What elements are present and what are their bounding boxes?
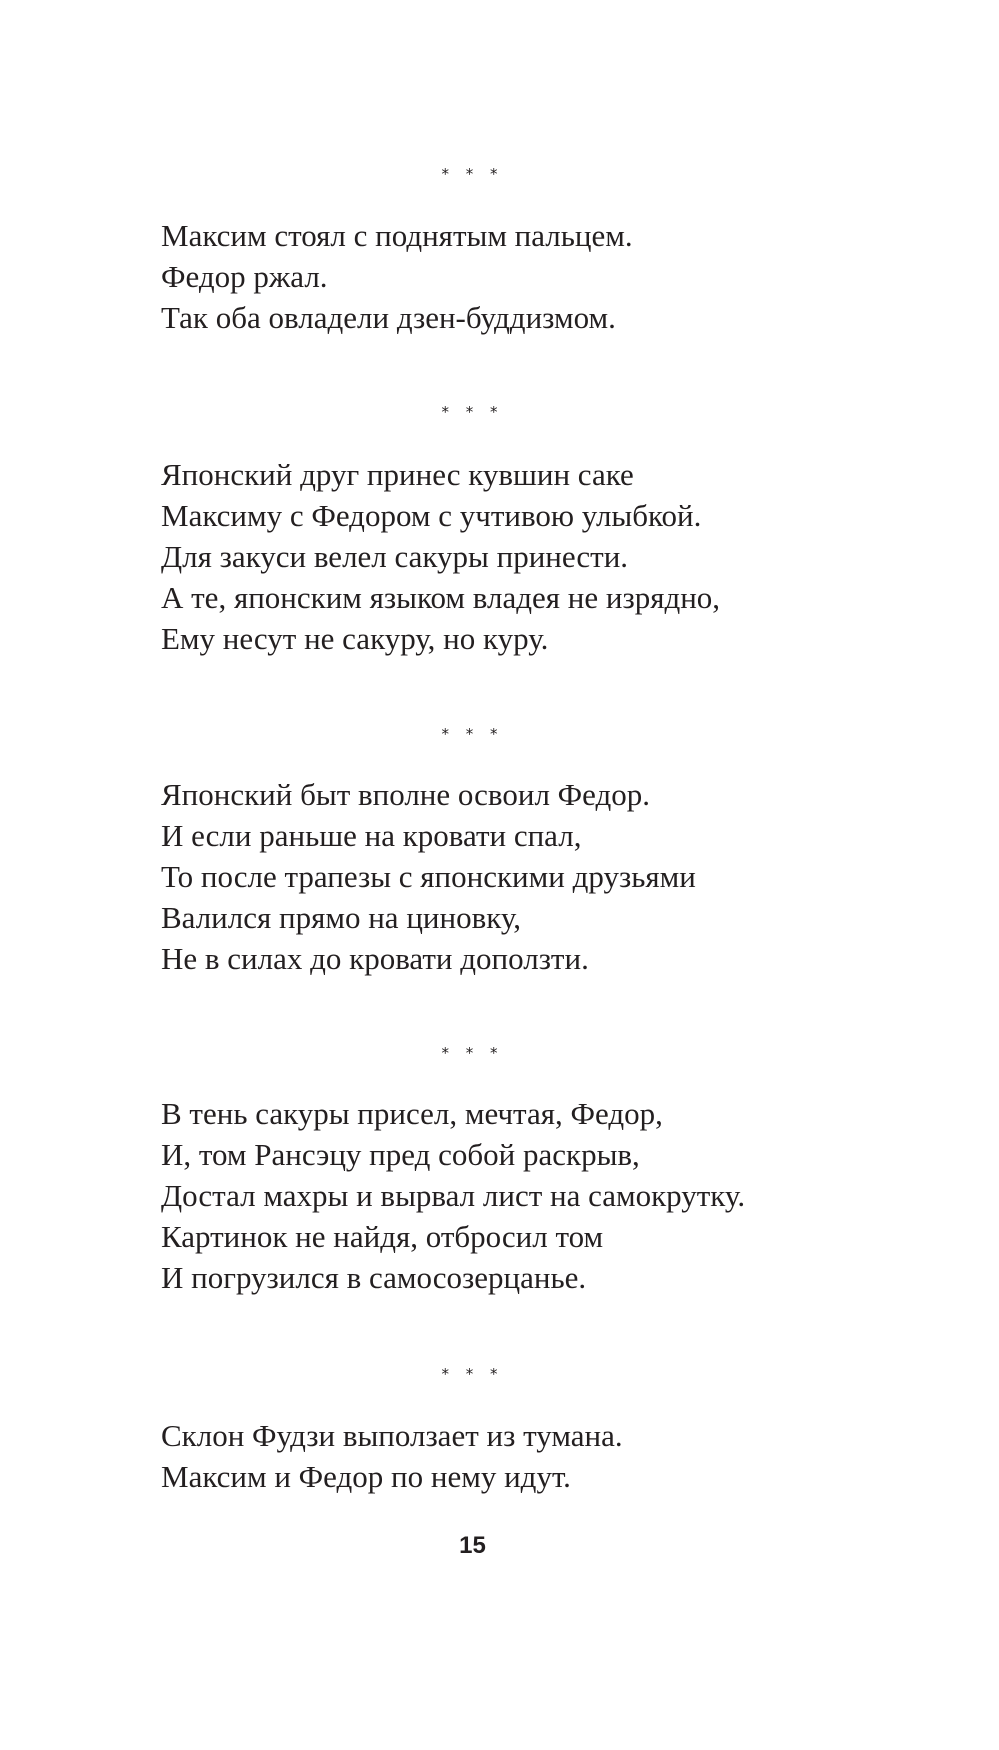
poem-line: Японский быт вполне освоил Федор. [161, 777, 651, 812]
poem-line: Для закуси велел сакуры принести. [161, 539, 629, 574]
poem-line: И если раньше на кровати спал, [161, 818, 582, 853]
section-separator: * * * [441, 165, 504, 183]
poem-line: Так оба овладели дзен-буддизмом. [161, 300, 616, 335]
poem-line: Валился прямо на циновку, [161, 900, 521, 935]
poem-line: Максим и Федор по нему идут. [161, 1459, 571, 1494]
poem-line: Федор ржал. [161, 259, 328, 294]
stanza-2 [161, 454, 981, 659]
poem-line: Японский друг принес кувшин саке [161, 457, 634, 492]
section-separator: * * * [441, 725, 504, 743]
stanza-3 [161, 774, 981, 979]
poem-line: Ему несут не сакуру, но куру. [161, 621, 549, 656]
section-separator: * * * [441, 1044, 504, 1062]
poem-line: Не в силах до кровати доползти. [161, 941, 589, 976]
poem-line: А те, японским языком владея не изрядно, [161, 580, 721, 615]
poem-line: И, том Рансэцу пред собой раскрыв, [161, 1137, 640, 1172]
poem-line: В тень сакуры присел, мечтая, Федор, [161, 1096, 663, 1131]
stanza-5 [161, 1415, 981, 1497]
section-separator: * * * [441, 1365, 504, 1383]
stanza-4 [161, 1093, 981, 1298]
poem-line: Картинок не найдя, отбросил том [161, 1219, 604, 1254]
poem-line: Максиму с Федором с учтивою улыбкой. [161, 498, 702, 533]
section-separator: * * * [441, 403, 504, 421]
stanza-1 [161, 215, 981, 338]
poem-line: Достал махры и вырвал лист на самокрутку. [161, 1178, 746, 1213]
poem-line: И погрузился в самосозерцанье. [161, 1260, 587, 1295]
poem-line: То после трапезы с японскими друзьями [161, 859, 696, 894]
page-number: 15 [459, 1532, 486, 1559]
poem-line: Склон Фудзи выползает из тумана. [161, 1418, 623, 1453]
poem-line: Максим стоял с поднятым пальцем. [161, 218, 633, 253]
